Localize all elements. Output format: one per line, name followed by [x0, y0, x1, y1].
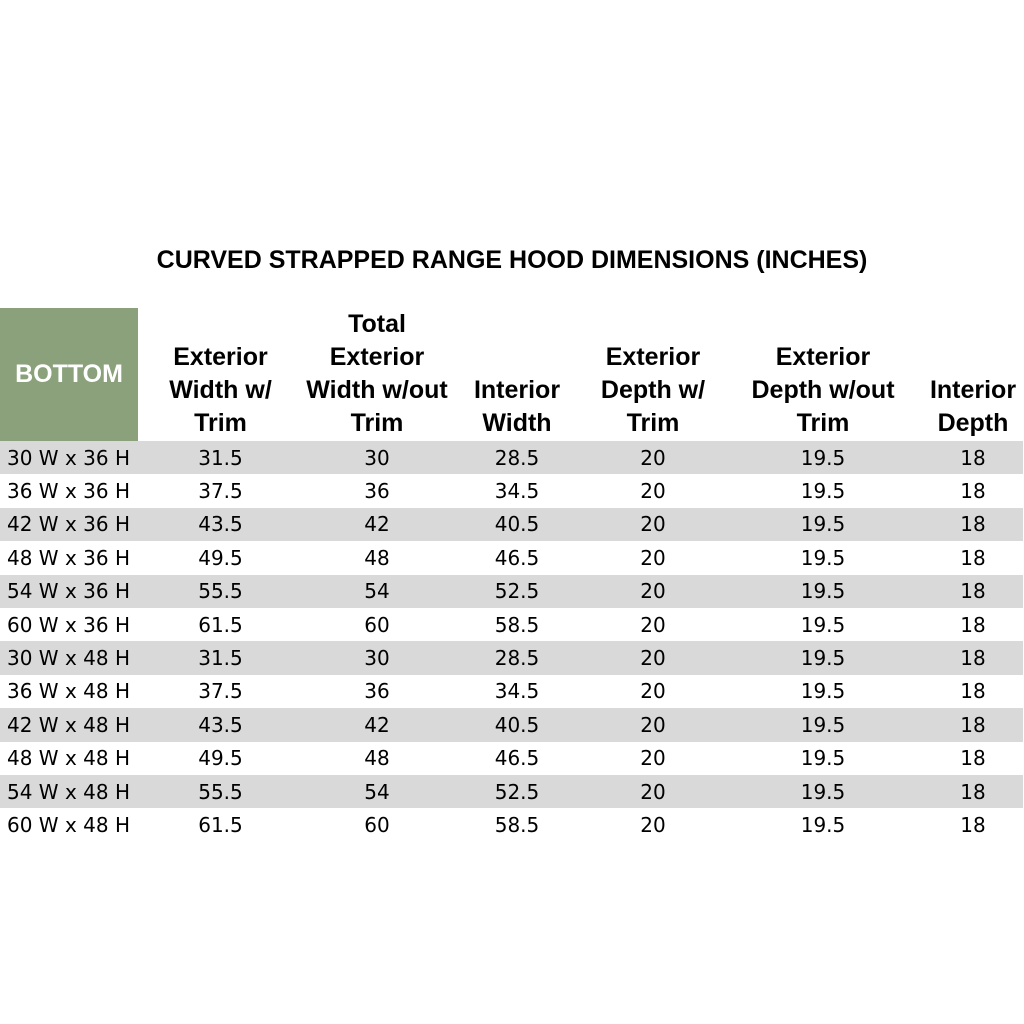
exterior-depth-no-trim-cell: 19.5	[800, 545, 846, 570]
exterior-width-trim-cell: 55.5	[138, 775, 303, 808]
bottom-size-cell: 42 W x 48 H	[0, 708, 138, 741]
bottom-size-cell: 60 W x 36 H	[7, 612, 130, 637]
exterior-depth-no-trim-cell: 19.5	[723, 508, 923, 541]
interior-width-cell: 28.5	[451, 641, 583, 674]
interior-depth-cell: 18	[923, 508, 1023, 541]
interior-width-cell: 34.5	[494, 479, 540, 504]
column-header-interior-depth: Interior Depth	[929, 376, 1017, 437]
column-header-total-exterior-width-without-trim: Total Exterior Width w/out Trim	[306, 310, 448, 437]
exterior-depth-trim-cell: 20	[583, 508, 723, 541]
exterior-width-trim-cell: 49.5	[198, 545, 243, 570]
exterior-depth-trim-cell: 20	[640, 612, 666, 637]
exterior-depth-trim-cell: 20	[640, 545, 666, 570]
column-header-bottom: BOTTOM	[0, 308, 138, 441]
exterior-depth-trim-cell: 20	[583, 775, 723, 808]
total-exterior-width-no-trim-cell: 54	[303, 775, 451, 808]
exterior-depth-no-trim-cell: 19.5	[723, 775, 923, 808]
table-header-row	[0, 308, 1023, 441]
column-header-exterior-depth-without-trim: Exterior Depth w/out Trim	[751, 343, 895, 437]
exterior-width-trim-cell: 31.5	[138, 641, 303, 674]
exterior-depth-no-trim-cell: 19.5	[800, 612, 846, 637]
column-header-interior-width: Interior Width	[473, 376, 561, 437]
exterior-width-trim-cell: 61.5	[198, 812, 243, 837]
exterior-width-trim-cell: 43.5	[138, 508, 303, 541]
interior-width-cell: 52.5	[451, 575, 583, 608]
interior-depth-cell: 18	[960, 746, 986, 771]
interior-depth-cell: 18	[923, 575, 1023, 608]
column-header-exterior-depth-with-trim: Exterior Depth w/ Trim	[600, 343, 706, 437]
interior-width-cell: 52.5	[451, 775, 583, 808]
exterior-width-trim-cell: 37.5	[198, 679, 243, 704]
exterior-depth-trim-cell: 20	[583, 708, 723, 741]
interior-width-cell: 46.5	[494, 545, 540, 570]
total-exterior-width-no-trim-cell: 30	[303, 641, 451, 674]
table-row	[0, 641, 1023, 674]
interior-depth-cell: 18	[960, 612, 986, 637]
table-row	[0, 742, 1023, 775]
bottom-size-cell: 36 W x 48 H	[7, 679, 130, 704]
bottom-size-cell: 30 W x 48 H	[0, 641, 138, 674]
exterior-depth-no-trim-cell: 19.5	[800, 746, 846, 771]
table-row	[0, 575, 1023, 608]
interior-width-cell: 34.5	[494, 679, 540, 704]
exterior-depth-trim-cell: 20	[640, 679, 666, 704]
exterior-width-trim-cell: 61.5	[198, 612, 243, 637]
bottom-size-cell: 42 W x 36 H	[0, 508, 138, 541]
total-exterior-width-no-trim-cell: 60	[364, 812, 390, 837]
interior-width-cell: 40.5	[451, 508, 583, 541]
exterior-depth-no-trim-cell: 19.5	[723, 708, 923, 741]
interior-depth-cell: 18	[923, 641, 1023, 674]
table-row	[0, 675, 1023, 708]
exterior-width-trim-cell: 43.5	[138, 708, 303, 741]
exterior-depth-no-trim-cell: 19.5	[723, 575, 923, 608]
bottom-size-cell: 48 W x 48 H	[7, 746, 130, 771]
interior-depth-cell: 18	[960, 479, 986, 504]
total-exterior-width-no-trim-cell: 48	[364, 545, 390, 570]
bottom-size-cell: 54 W x 48 H	[0, 775, 138, 808]
bottom-size-cell: 54 W x 36 H	[0, 575, 138, 608]
exterior-depth-no-trim-cell: 19.5	[800, 479, 846, 504]
exterior-depth-trim-cell: 20	[640, 479, 666, 504]
total-exterior-width-no-trim-cell: 36	[364, 679, 390, 704]
table-body	[0, 441, 1023, 842]
bottom-size-cell: 30 W x 36 H	[0, 441, 138, 474]
exterior-width-trim-cell: 49.5	[198, 746, 243, 771]
exterior-depth-no-trim-cell: 19.5	[723, 641, 923, 674]
bottom-size-cell: 36 W x 36 H	[7, 479, 130, 504]
interior-depth-cell: 18	[960, 812, 986, 837]
exterior-depth-no-trim-cell: 19.5	[723, 441, 923, 474]
interior-width-cell: 58.5	[494, 612, 540, 637]
exterior-depth-trim-cell: 20	[640, 746, 666, 771]
exterior-width-trim-cell: 31.5	[138, 441, 303, 474]
interior-width-cell: 58.5	[494, 812, 540, 837]
total-exterior-width-no-trim-cell: 54	[303, 575, 451, 608]
table-row	[0, 541, 1023, 574]
total-exterior-width-no-trim-cell: 30	[303, 441, 451, 474]
total-exterior-width-no-trim-cell: 60	[364, 612, 390, 637]
exterior-depth-no-trim-cell: 19.5	[800, 812, 846, 837]
table-row	[0, 808, 1023, 841]
bottom-size-cell: 60 W x 48 H	[7, 812, 130, 837]
exterior-width-trim-cell: 37.5	[198, 479, 243, 504]
table-row	[0, 608, 1023, 641]
dimensions-table	[0, 308, 1023, 842]
exterior-depth-no-trim-cell: 19.5	[800, 679, 846, 704]
table-row	[0, 441, 1023, 474]
bottom-size-cell: 48 W x 36 H	[7, 545, 130, 570]
interior-depth-cell: 18	[960, 679, 986, 704]
column-header-exterior-width-with-trim: Exterior Width w/ Trim	[169, 343, 272, 437]
interior-depth-cell: 18	[923, 441, 1023, 474]
exterior-depth-trim-cell: 20	[640, 812, 666, 837]
table-row	[0, 508, 1023, 541]
total-exterior-width-no-trim-cell: 42	[303, 508, 451, 541]
interior-depth-cell: 18	[960, 545, 986, 570]
total-exterior-width-no-trim-cell: 42	[303, 708, 451, 741]
exterior-depth-trim-cell: 20	[583, 441, 723, 474]
interior-width-cell: 40.5	[451, 708, 583, 741]
page-title: CURVED STRAPPED RANGE HOOD DIMENSIONS (INCHES)	[156, 246, 868, 274]
table-row	[0, 708, 1023, 741]
exterior-depth-trim-cell: 20	[583, 641, 723, 674]
exterior-width-trim-cell: 55.5	[138, 575, 303, 608]
table-row	[0, 775, 1023, 808]
table-row	[0, 474, 1023, 507]
interior-width-cell: 46.5	[494, 746, 540, 771]
exterior-depth-trim-cell: 20	[583, 575, 723, 608]
interior-width-cell: 28.5	[451, 441, 583, 474]
total-exterior-width-no-trim-cell: 48	[364, 746, 390, 771]
interior-depth-cell: 18	[923, 708, 1023, 741]
interior-depth-cell: 18	[923, 775, 1023, 808]
total-exterior-width-no-trim-cell: 36	[364, 479, 390, 504]
